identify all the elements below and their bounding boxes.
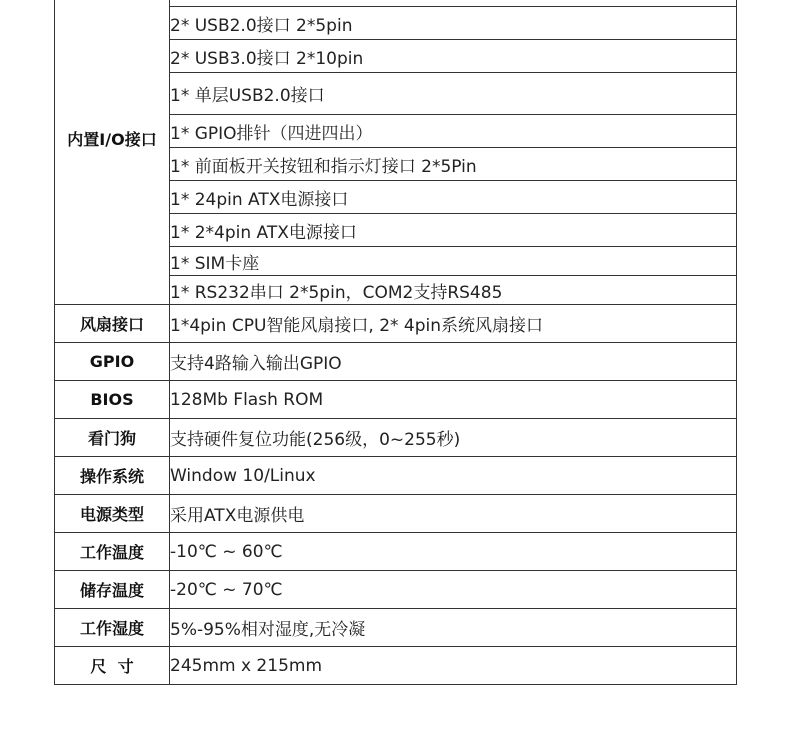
table-row <box>55 647 737 685</box>
table-row <box>55 343 737 381</box>
spec-label-humidity: 工作湿度 <box>55 609 170 647</box>
io-item: 1* 前面板开关按钮和指示灯接口 2*5Pin <box>170 148 737 181</box>
table-row <box>55 495 737 533</box>
table-row <box>55 571 737 609</box>
io-item: 1* SIM卡座 <box>170 247 737 276</box>
io-item: 2* USB2.0接口 2*5pin <box>170 7 737 40</box>
spec-value-bios: 128Mb Flash ROM <box>170 381 737 419</box>
io-item: 1* 2*4pin ATX电源接口 <box>170 214 737 247</box>
spec-value-power: 采用ATX电源供电 <box>170 495 737 533</box>
spec-label-size: 尺 寸 <box>55 647 170 685</box>
spec-value-storage-temp: -20℃ ~ 70℃ <box>170 571 737 609</box>
spec-value-os: Window 10/Linux <box>170 457 737 495</box>
io-item: 1* RS232串口 2*5pin，COM2支持RS485 <box>170 276 737 305</box>
spec-table <box>54 0 737 685</box>
table-row <box>55 609 737 647</box>
table-row <box>55 533 737 571</box>
io-item: 1* 单层USB2.0接口 <box>170 73 737 115</box>
spec-label-os: 操作系统 <box>55 457 170 495</box>
io-section-label: 内置I/O接口 <box>55 0 170 305</box>
io-item: 2* USB3.0接口 2*10pin <box>170 40 737 73</box>
table-row <box>55 457 737 495</box>
spec-value-size: 245mm x 215mm <box>170 647 737 685</box>
spec-label-watchdog: 看门狗 <box>55 419 170 457</box>
spec-value-fan: 1*4pin CPU智能风扇接口, 2* 4pin系统风扇接口 <box>170 305 737 343</box>
spec-value-gpio: 支持4路输入输出GPIO <box>170 343 737 381</box>
io-item: 1* GPIO排针（四进四出） <box>170 115 737 148</box>
table-row <box>55 381 737 419</box>
spec-label-op-temp: 工作温度 <box>55 533 170 571</box>
spec-label-fan: 风扇接口 <box>55 305 170 343</box>
spec-value-watchdog: 支持硬件复位功能(256级，0~255秒) <box>170 419 737 457</box>
table-row <box>55 419 737 457</box>
spec-label-power: 电源类型 <box>55 495 170 533</box>
io-item: 1* 24pin ATX电源接口 <box>170 181 737 214</box>
spec-label-gpio: GPIO <box>55 343 170 381</box>
spec-value-op-temp: -10℃ ~ 60℃ <box>170 533 737 571</box>
spec-value-humidity: 5%-95%相对湿度,无冷凝 <box>170 609 737 647</box>
spec-label-storage-temp: 储存温度 <box>55 571 170 609</box>
table-row <box>55 305 737 343</box>
spec-label-bios: BIOS <box>55 381 170 419</box>
